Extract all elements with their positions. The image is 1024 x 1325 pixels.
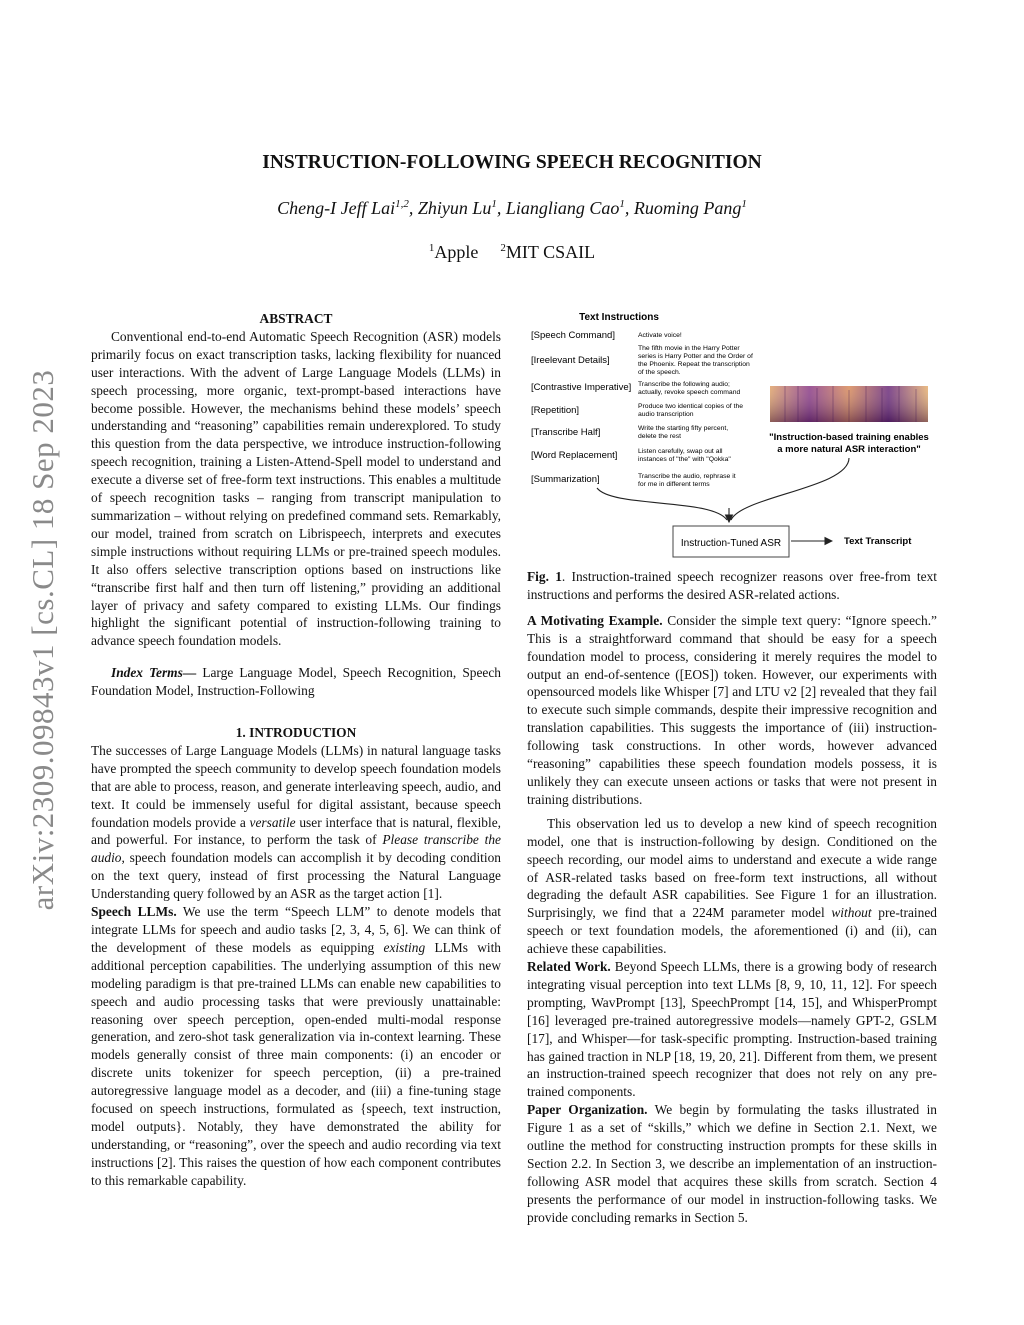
instruction-example: Listen carefully, swap out all (638, 448, 723, 455)
instruction-example: Transcribe the following audio; (638, 381, 730, 388)
author-name: Ruoming Pang (633, 198, 742, 218)
intro-paragraph-2 (91, 903, 501, 1190)
intro-p2-em: existing (383, 939, 426, 955)
output-label: Text Transcript (844, 536, 912, 547)
figure-caption-text: . Instruction-trained speech recognizer reasons over free-from text instructions and performs the desired ASR-related actions. (527, 569, 937, 602)
index-terms-label: Index Terms— (111, 665, 197, 681)
figure-quote-line: a more natural ASR interaction" (777, 444, 921, 455)
index-terms-text: Large Language Model, Speech Recognition, Speech Foundation Model, Instruction-Following (91, 665, 501, 699)
speech-llms-label: Speech LLMs. (91, 904, 177, 920)
author-sup: 1 (619, 198, 625, 210)
intro-p1-em1: versatile (249, 814, 296, 830)
motivating-example (527, 612, 937, 809)
instruction-example: series is Harry Potter and the Order of (638, 353, 753, 360)
author-sup: 1 (741, 198, 747, 210)
figure-caption-label: Fig. 1 (527, 569, 562, 584)
figure-quote-line: "Instruction-based training enables (769, 432, 929, 443)
instruction-example: delete the rest (638, 433, 682, 440)
obs-text-b: pre-trained speech or text foundation models, the aforementioned (i) and (ii), can achieve these capabilities. (527, 905, 937, 957)
paper-title: INSTRUCTION-FOLLOWING SPEECH RECOGNITION (262, 152, 762, 173)
obs-text-a: This observation led us to develop a new kind of speech recognition model, one that is instruction-following by design. Conditioned on the speech recording, our model aims to understand and execute a wide range of ASR-related tasks based on free-form text instructions, all without degrading the default ASR capabilities. See Figure 1 for an illustration. Surprisingly, we find that a 224M parameter model (527, 815, 937, 921)
figure-1 (527, 308, 947, 566)
instruction-example: the Phoenix. Repeat the transcription (638, 361, 750, 368)
org-label: Paper Organization. (527, 1102, 648, 1118)
intro-p2-b: LLMs with additional perception capabilities. The underlying assumption of this new modeling paradigm is that pre-trained LLMs can enable new capabilities to speech and audio processing tasks that were previously unattainable: reasoning over speech perception, open-ended multi-modal response generation, and zero-shot task generalization via in-context learning. These models generally consist of three main components: (i) an encoder or discrete units tokenizer for speech perception, (ii) a pre-trained autoregressive language model as a decoder, and (iii) a fine-tuning stage focused on speech instructions, formulated as {speech, text instruction, model outputs}. Notably, they have demonstrated the ability for understanding, or “reasoning”, over the speech and audio recording via text instructions [2]. This raises the question of how each component contributes to this remarkable capability. (91, 939, 502, 1188)
arxiv-id: arXiv:2309.09843v1 [cs.CL] 18 Sep 2023 (25, 369, 60, 911)
intro-p1-em2: Please transcribe the audio (91, 832, 501, 866)
paper-organization (527, 1101, 937, 1226)
instruction-label: [Repetition] (531, 405, 580, 416)
affiliations (0, 242, 1024, 263)
instruction-example: Produce two identical copies of the (638, 403, 744, 410)
instruction-example: The fifth movie in the Harry Potter (638, 345, 740, 352)
intro-p1-c: , speech foundation models can accomplish it by decoding condition on the text query, instead of first processing the Natural Language Understanding query followed by an ASR as the target action [1]. (91, 850, 501, 902)
asr-model-label: Instruction-Tuned ASR (680, 538, 782, 549)
instruction-example: audio transcription (638, 411, 694, 418)
instruction-example: Write the starting fifty percent, (638, 425, 729, 432)
author-list: Cheng-I Jeff Lai$^{1,2}$, Zhiyun Lu$^1$, Liangliang Cao$^1$, Ruoming Pang$^1$ (277, 198, 747, 218)
abstract-text: Conventional end-to-end Automatic Speech Recognition (ASR) models primarily focus on exact transcription tasks, lacking flexibility for nuanced user interactions. With the advent of Large Language Models (LLMs) in speech processing, more organic, text-prompt-based interactions have become possible. However, the mechanisms behind these models’ speech understanding and “reasoning” capabilities remain underexplored. To study this question from the data perspective, we introduce instruction-following speech recognition, training a Listen-Attend-Spell model to understand and execute a diverse set of free-form text instructions. This enables a multitude of speech recognition tasks – ranging from transcript manipulation to summarization – without relying on predefined command sets. Remarkably, our model, trained from scratch on Librispeech, interprets and executes simple instructions without requiring LLMs or pre-trained speech modules. It also offers selective transcription options based on instructions like “transcribe first half and then turn off listening,” providing an additional layer of privacy and safety compared to existing LLMs. Our findings highlight the significant potential of instruction-following training to advance speech foundation models. (91, 328, 501, 649)
arxiv-sidebar (14, 330, 72, 950)
affil-sup: 2 (500, 242, 506, 254)
affil-name: MIT CSAIL (505, 242, 596, 262)
instruction-example: instances of "the" with "Qokka" (638, 456, 731, 463)
instruction-label: [Ireelevant Details] (531, 355, 610, 366)
author-sup: 1 (491, 198, 497, 210)
index-terms (91, 664, 501, 700)
spectrogram-image (770, 386, 928, 422)
instruction-label: [Transcribe Half] (531, 427, 601, 438)
figure-header: Text Instructions (579, 312, 659, 323)
observation-paragraph (527, 815, 937, 958)
intro-heading: 1. INTRODUCTION (235, 725, 357, 741)
left-column (91, 310, 501, 1190)
instruction-example: Transcribe the audio, rephrase it (638, 473, 736, 480)
motivating-text: Consider the simple text query: “Ignore speech.” This is a straightforward command that should be easy for a speech foundation model to process, considering it merely requires the model to output an end-of-sentence ([EOS]) token. However, our experiments with opensourced models like Whisper [7] and LTU v2 [2] revealed that they fail to execute such simple commands, despite their impressive recognition and translation capabilities. This suggests the importance of (iii) instruction-following task constructions. In other words, however advanced “reasoning” capabilities these speech foundation models possess, it is unlikely they can execute unseen actions or tasks that were not present in training distributions. (527, 612, 937, 807)
instruction-example: of the speech. (638, 369, 681, 376)
converging-arrows (597, 458, 849, 522)
instruction-label: [Speech Command] (531, 330, 615, 341)
abstract-heading: ABSTRACT (259, 311, 333, 326)
related-work (527, 958, 937, 1101)
author-name: Zhiyun Lu (417, 198, 492, 218)
figure-caption (527, 568, 937, 604)
intro-paragraph-1 (91, 742, 501, 903)
instruction-example: Activate voice! (638, 332, 682, 339)
instruction-label: [Word Replacement] (531, 450, 618, 461)
intro-p2-a: We use the term “Speech LLM” to denote models that integrate LLMs for speech and audio tasks [2, 3, 4, 5, 6]. We can think of the development of these models as equipping (91, 904, 501, 955)
related-label: Related Work. (527, 959, 611, 975)
affil-sup: 1 (428, 242, 435, 254)
author-name: Liangliang Cao (505, 198, 620, 218)
right-column (527, 568, 937, 1227)
intro-p1-a: The successes of Large Language Models (LLMs) in natural language tasks have prompted the speech community to develop speech foundation models that are able to process, reason, and generate interleaving speech, audio, and text. It could be immensely useful for digital assistant, because speech foundation models provide a (91, 742, 501, 830)
related-text: Beyond Speech LLMs, there is a growing body of research integrating visual perception into text LLMs [8, 9, 10, 11, 12]. For speech prompting, WavPrompt [13], SpeechPrompt [14, 15], and WhisperPrompt [16] leveraged pre-trained autoregressive models—namely GPT-2, GSLM [17], and Whisper—for task-specific prompting. Instruction-based training has gained traction in NLP [18, 19, 20, 21]. Different from them, we present an instruction-trained speech recognizer that does not rely on any pre-trained components. (527, 959, 937, 1100)
author-sup: 1,2 (395, 198, 409, 210)
instruction-label: [Summarization] (531, 474, 600, 485)
affil-name: Apple (434, 242, 479, 262)
intro-p1-b: user interface that is natural, flexible, and powerful. For instance, to perform the task of (91, 814, 501, 848)
author-name: Cheng-I Jeff Lai (277, 198, 396, 218)
instruction-example: for me in different terms (638, 481, 710, 488)
obs-em: without (831, 905, 872, 921)
instruction-example: actually, revoke speech command (638, 389, 741, 396)
org-text: We begin by formulating the tasks illustrated in Figure 1 as a set of “skills,” which we define in Section 2.1. Next, we outline the method for constructing instruction prompts for these skills in Section 2.2. In Section 3, we describe an implementation of an instruction-following ASR model that acquires these skills from scratch. Section 4 presents the performance of our model in instruction-following tasks. We provide concluding remarks in Section 5. (527, 1102, 938, 1225)
figure-1-diagram (527, 308, 947, 566)
motivating-label: A Motivating Example. (527, 612, 663, 628)
instruction-label: [Contrastive Imperative] (531, 382, 632, 393)
